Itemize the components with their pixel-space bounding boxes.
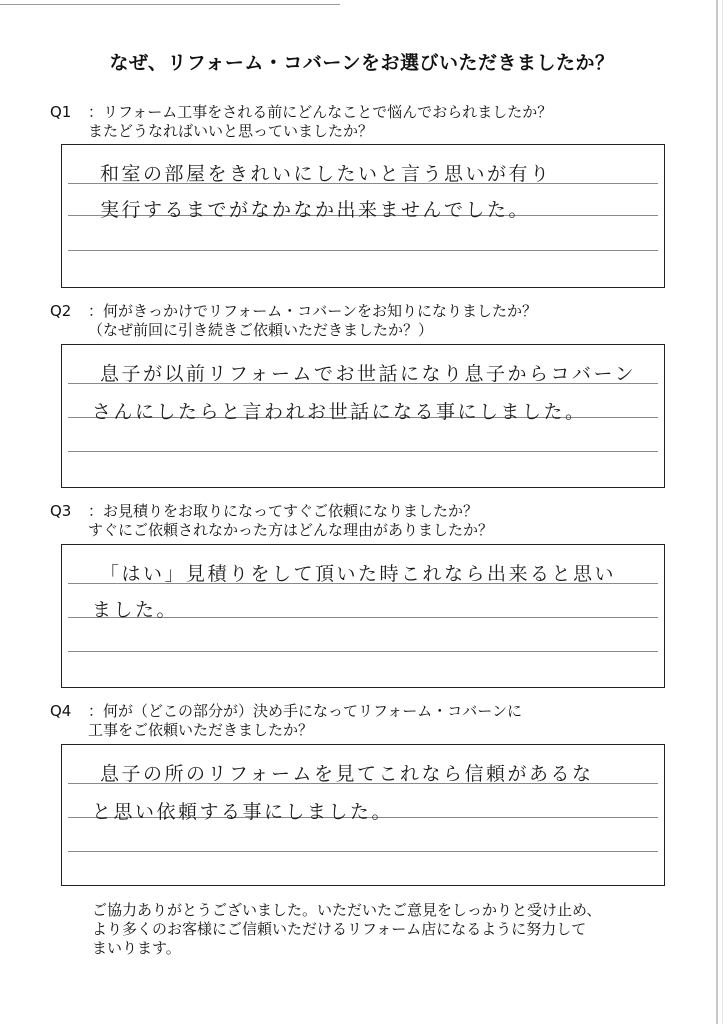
question-text-line2: （なぜ前回に引き続きご依頼いただきましたか？）	[88, 321, 434, 339]
answer-rule	[68, 451, 658, 452]
question-number: Q1	[50, 103, 72, 121]
question-number: Q4	[50, 702, 72, 720]
answer-rule	[68, 651, 658, 652]
question-number: Q2	[50, 302, 72, 320]
closing-message	[92, 901, 652, 958]
handwritten-answer-line1: 息子の所のリフォームを見てこれなら信頼があるな	[100, 763, 594, 785]
answer-rule	[68, 851, 658, 852]
answer-box-4	[61, 744, 665, 886]
question-text-line2: すぐにご依頼されなかった方はどんな理由がありましたか？	[88, 521, 494, 539]
answer-box-2	[61, 344, 665, 488]
question-number: Q3	[50, 502, 72, 520]
question-text-line2: またどうなればいいと思っていましたか？	[88, 122, 374, 140]
closing-line: ご協力ありがとうございました。いただいたご意見をしっかりと受け止め、	[92, 901, 602, 919]
scan-edge-right	[716, 0, 718, 1024]
handwritten-answer-line1: 息子が以前リフォームでお世話になり息子からコバーン	[100, 363, 637, 385]
handwritten-answer-line2: ました。	[92, 599, 179, 621]
handwritten-answer-line1: 和室の部屋をきれいにしたいと言う思いが有り	[100, 163, 552, 185]
question-text-line1: ：リフォーム工事をされる前にどんなことで悩んでおられましたか？	[88, 103, 553, 121]
closing-line: まいります。	[92, 939, 181, 957]
question-text-line1: ：何が（どこの部分が）決め手になってリフォーム・コバーンに	[88, 702, 522, 720]
handwritten-answer-line2: と思い依頼する事にしました。	[92, 801, 394, 823]
question-text-line1: ：お見積りをお取りになってすぐご依頼になりましたか？	[88, 502, 479, 520]
page-title: なぜ、リフォーム・コバーンをお選びいただきましたか？	[109, 52, 615, 74]
answer-box-1	[61, 144, 665, 288]
scan-edge-top	[0, 4, 340, 5]
handwritten-answer-line1: 「はい」見積りをして頂いた時これなら出来ると思い	[100, 563, 617, 585]
closing-line: より多くのお客様にご信頼いただけるリフォーム店になるように努力して	[92, 920, 587, 938]
question-text-line1: ：何がきっかけでリフォーム・コバーンをお知りになりましたか？	[88, 302, 537, 320]
scan-edge-right-faint	[722, 0, 723, 1024]
answer-box-3	[61, 544, 665, 688]
handwritten-answer-line2: 実行するまでがなかなか出来ませんでした。	[100, 199, 531, 221]
handwritten-answer-line2: さんにしたらと言われお世話になる事にしました。	[92, 401, 587, 423]
answer-rule	[68, 250, 658, 251]
question-text-line2: 工事をご依頼いただきましたか？	[88, 721, 314, 739]
